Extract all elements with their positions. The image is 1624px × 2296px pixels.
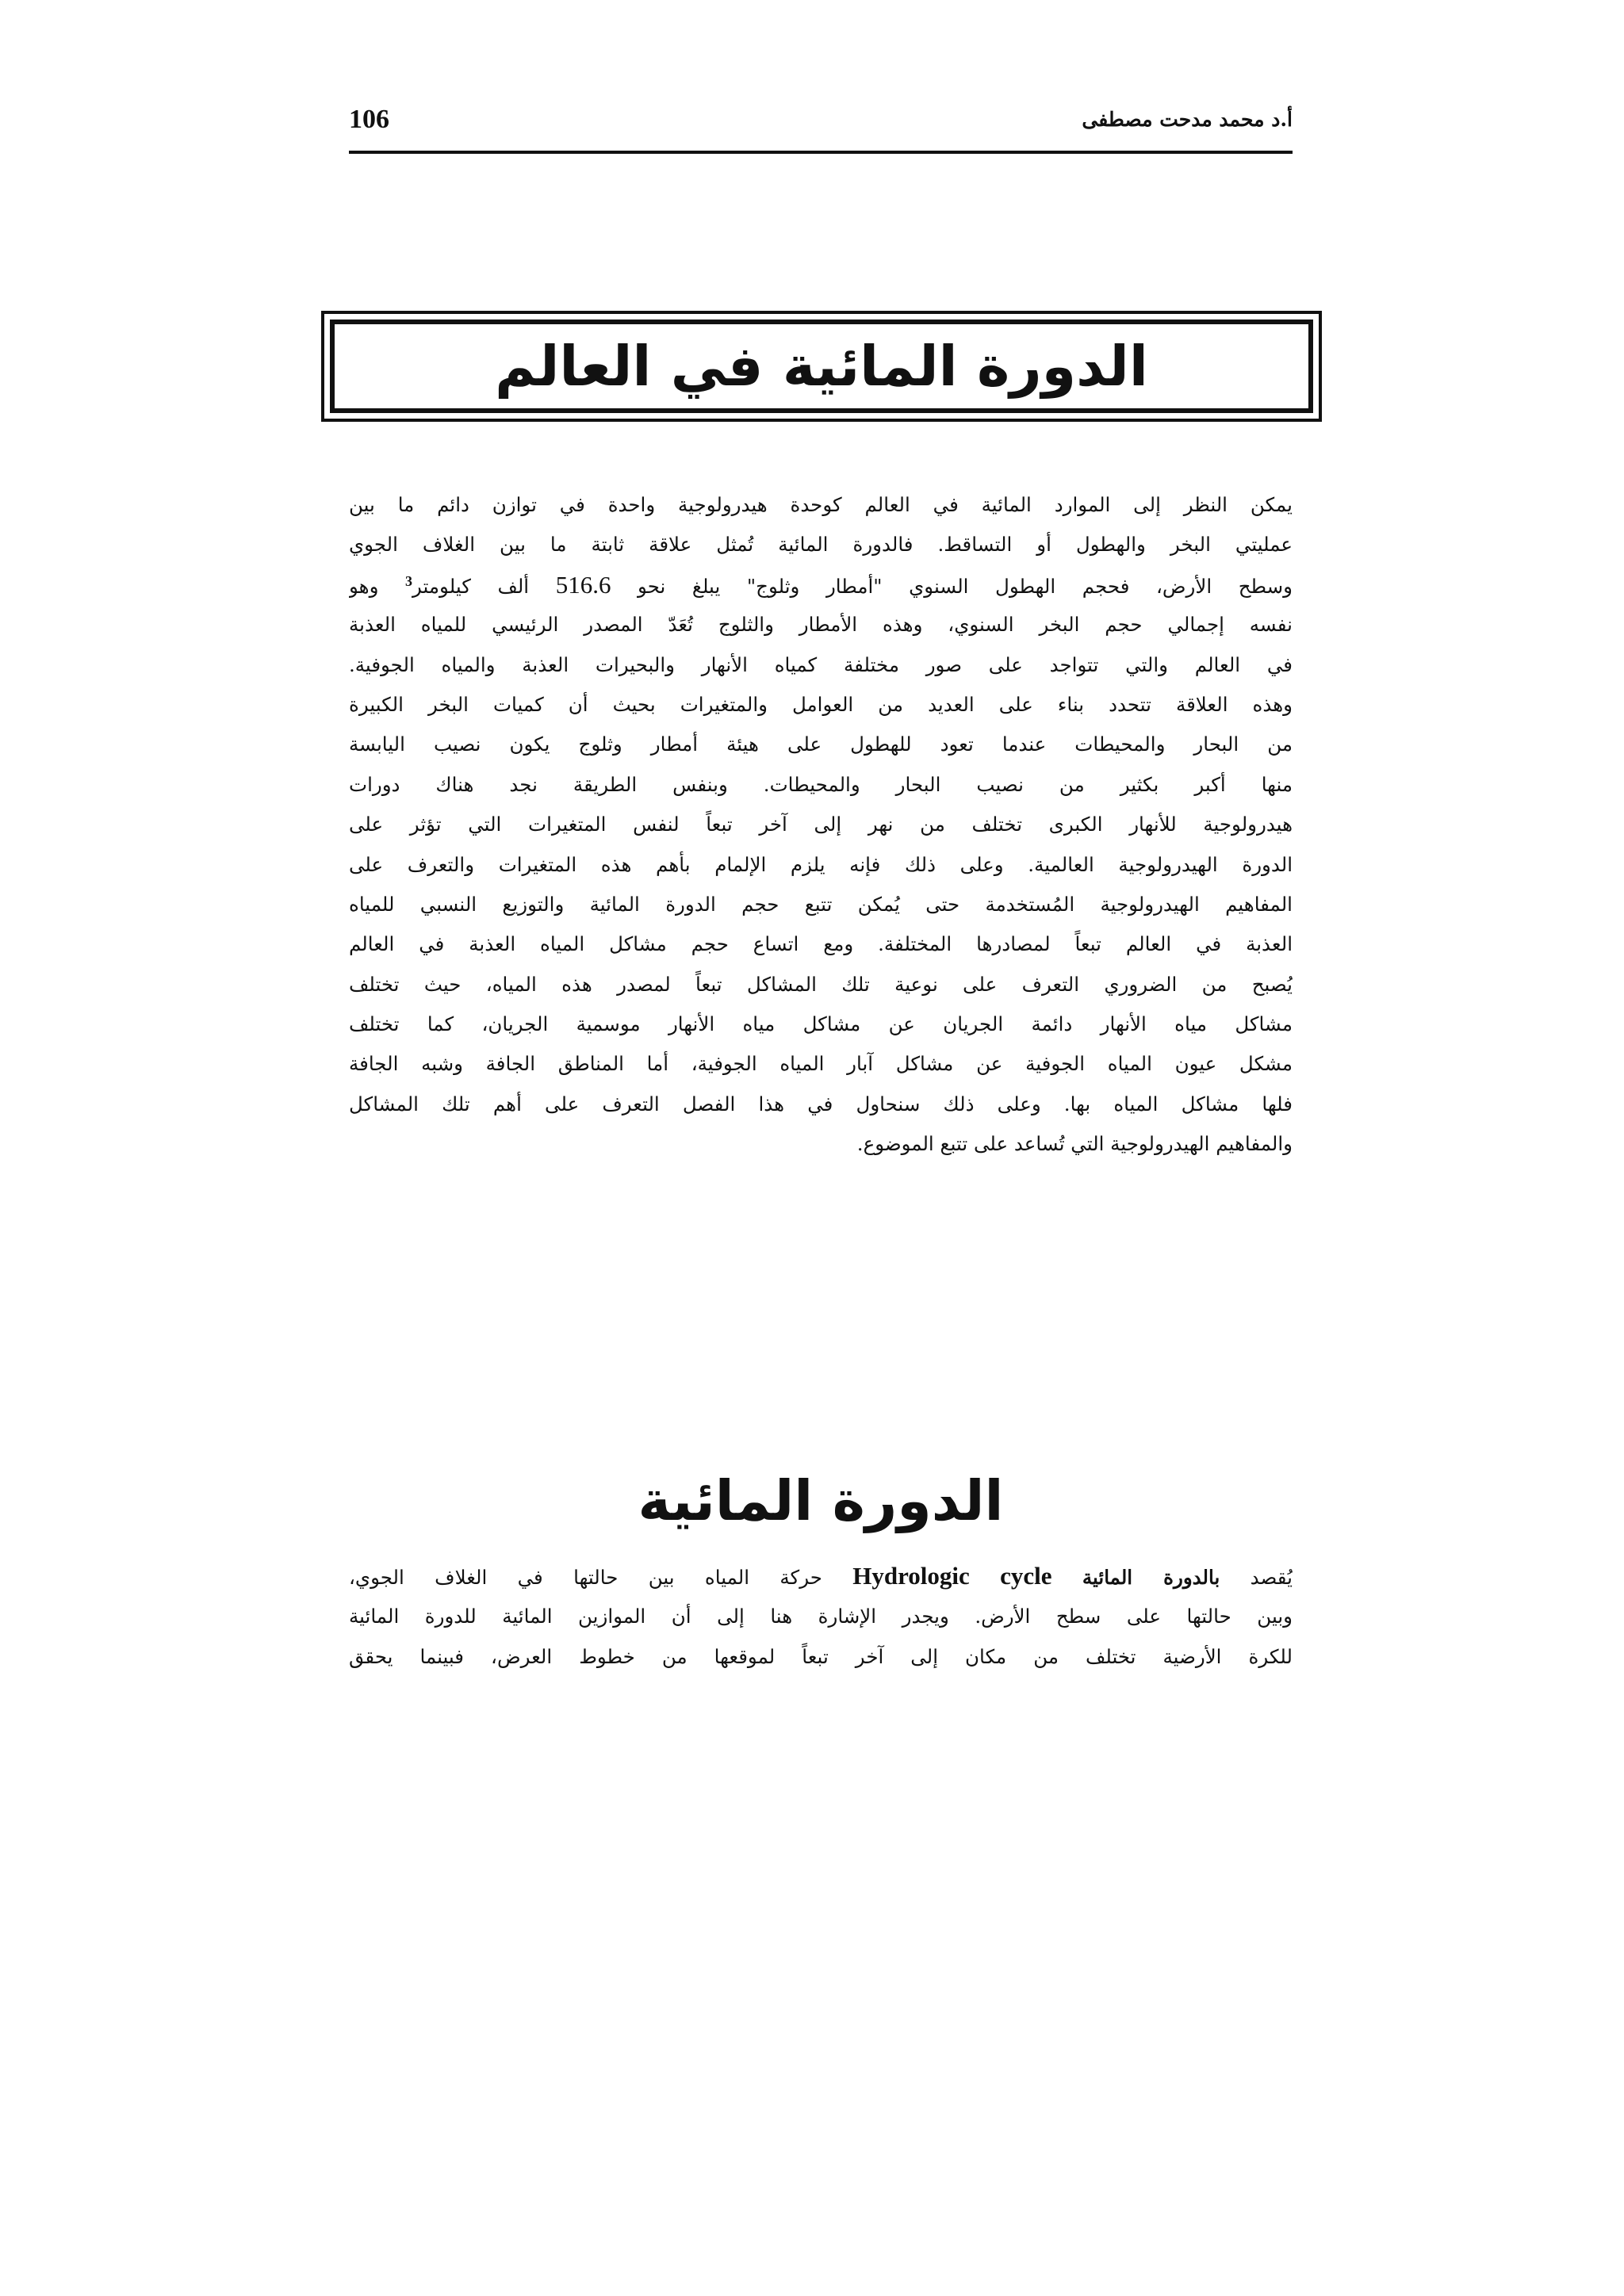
paragraph-line: منها أكبر بكثير من نصيب البحار والمحيطات. وبنفس الطريقة نجد هناك دورات	[349, 772, 1293, 796]
paragraph-line: والمفاهيم الهيدرولوجية التي تُساعد على تتبع الموضوع.	[856, 1132, 1293, 1156]
page-header	[349, 101, 1293, 154]
paragraph-line: هيدرولوجية للأنهار الكبرى تختلف من نهر إلى آخر تبعاً لنفس المتغيرات التي تؤثر على	[349, 813, 1293, 836]
section-paragraph	[349, 1556, 1293, 1677]
paragraph-line: يُصبح من الضروري التعرف على نوعية تلك المشاكل تبعاً لمصدر هذه المياه، حيث تختلف	[349, 972, 1293, 996]
term-arabic: بالدورة المائية	[1082, 1566, 1220, 1589]
precipitation-volume: 516.6	[555, 570, 611, 599]
chapter-title: الدورة المائية في العالم	[495, 334, 1148, 399]
intro-paragraph	[349, 485, 1293, 1165]
paragraph-line	[349, 565, 1293, 605]
line-segment: وهو	[349, 574, 379, 598]
paragraph-line: للكرة الأرضية تختلف من مكان إلى آخر تبعاً لموقعها من خطوط العرض، فبينما يحقق	[349, 1645, 1293, 1668]
paragraph-line: فلها مشاكل المياه بها. وعلى ذلك سنحاول في هذا الفصل التعرف على أهم تلك المشاكل	[349, 1092, 1293, 1115]
cubic-exponent: 3	[405, 572, 413, 589]
paragraph-line: مشكل عيون المياه الجوفية عن مشاكل آبار المياه الجوفية، أما المناطق الجافة وشبه الجافة	[349, 1052, 1293, 1076]
line-segment: حركة المياه بين حالتها في الغلاف الجوي،	[349, 1566, 822, 1589]
chapter-title-inner-frame	[330, 320, 1313, 413]
term-english: Hydrologic cycle	[852, 1562, 1052, 1590]
author-name: أ.د محمد مدحت مصطفى	[1082, 108, 1293, 131]
paragraph-line: مشاكل مياه الأنهار دائمة الجريان عن مشاكل مياه الأنهار موسمية الجريان، كما تختلف	[349, 1012, 1293, 1036]
paragraph-line: الدورة الهيدرولوجية العالمية. وعلى ذلك فإنه يلزم الإلمام بأهم هذه المتغيرات والتعرف على	[349, 852, 1293, 876]
line-segment: ألف كيلومتر	[412, 574, 530, 598]
line-segment: وسطح الأرض، فحجم الهطول السنوي "أمطار وثلوج" يبلغ نحو	[638, 574, 1293, 598]
paragraph-line: وهذه العلاقة تتحدد بناء على العديد من العوامل والمتغيرات بحيث أن كميات البخر الكبيرة	[349, 692, 1293, 716]
paragraph-line: العذبة في العالم تبعاً لمصادرها المختلفة. ومع اتساع حجم مشاكل المياه العذبة في العالم	[349, 932, 1293, 956]
paragraph-line: من البحار والمحيطات عندما تعود للهطول على هيئة أمطار وثلوج يكون نصيب اليابسة	[349, 733, 1293, 756]
paragraph-line: نفسه إجمالي حجم البخر السنوي، وهذه الأمطار والثلوج تُعَدّ المصدر الرئيسي للمياه العذبة	[349, 613, 1293, 637]
section-title: الدورة المائية	[638, 1468, 1004, 1533]
paragraph-line: عمليتي البخر والهطول أو التساقط. فالدورة المائية تُمثل علاقة ثابتة ما بين الغلاف الجوي	[349, 533, 1293, 557]
line-segment: يُقصد	[1250, 1566, 1293, 1589]
paragraph-line	[349, 1556, 1293, 1596]
page-number: 106	[349, 105, 389, 134]
paragraph-line: في العالم والتي تتواجد على صور مختلفة كمياه الأنهار والبحيرات العذبة والمياه الجوفية.	[349, 652, 1293, 676]
paragraph-line: وبين حالتها على سطح الأرض. ويجدر الإشارة هنا إلى أن الموازين المائية للدورة المائية	[349, 1605, 1293, 1628]
paragraph-line: المفاهيم الهيدرولوجية المُستخدمة حتى يُمكن تتبع حجم الدورة المائية والتوزيع النسبي للمياه	[349, 892, 1293, 916]
chapter-title-frame	[321, 311, 1322, 422]
paragraph-line: يمكن النظر إلى الموارد المائية في العالم كوحدة هيدرولوجية واحدة في توازن دائم ما بين	[349, 493, 1293, 516]
